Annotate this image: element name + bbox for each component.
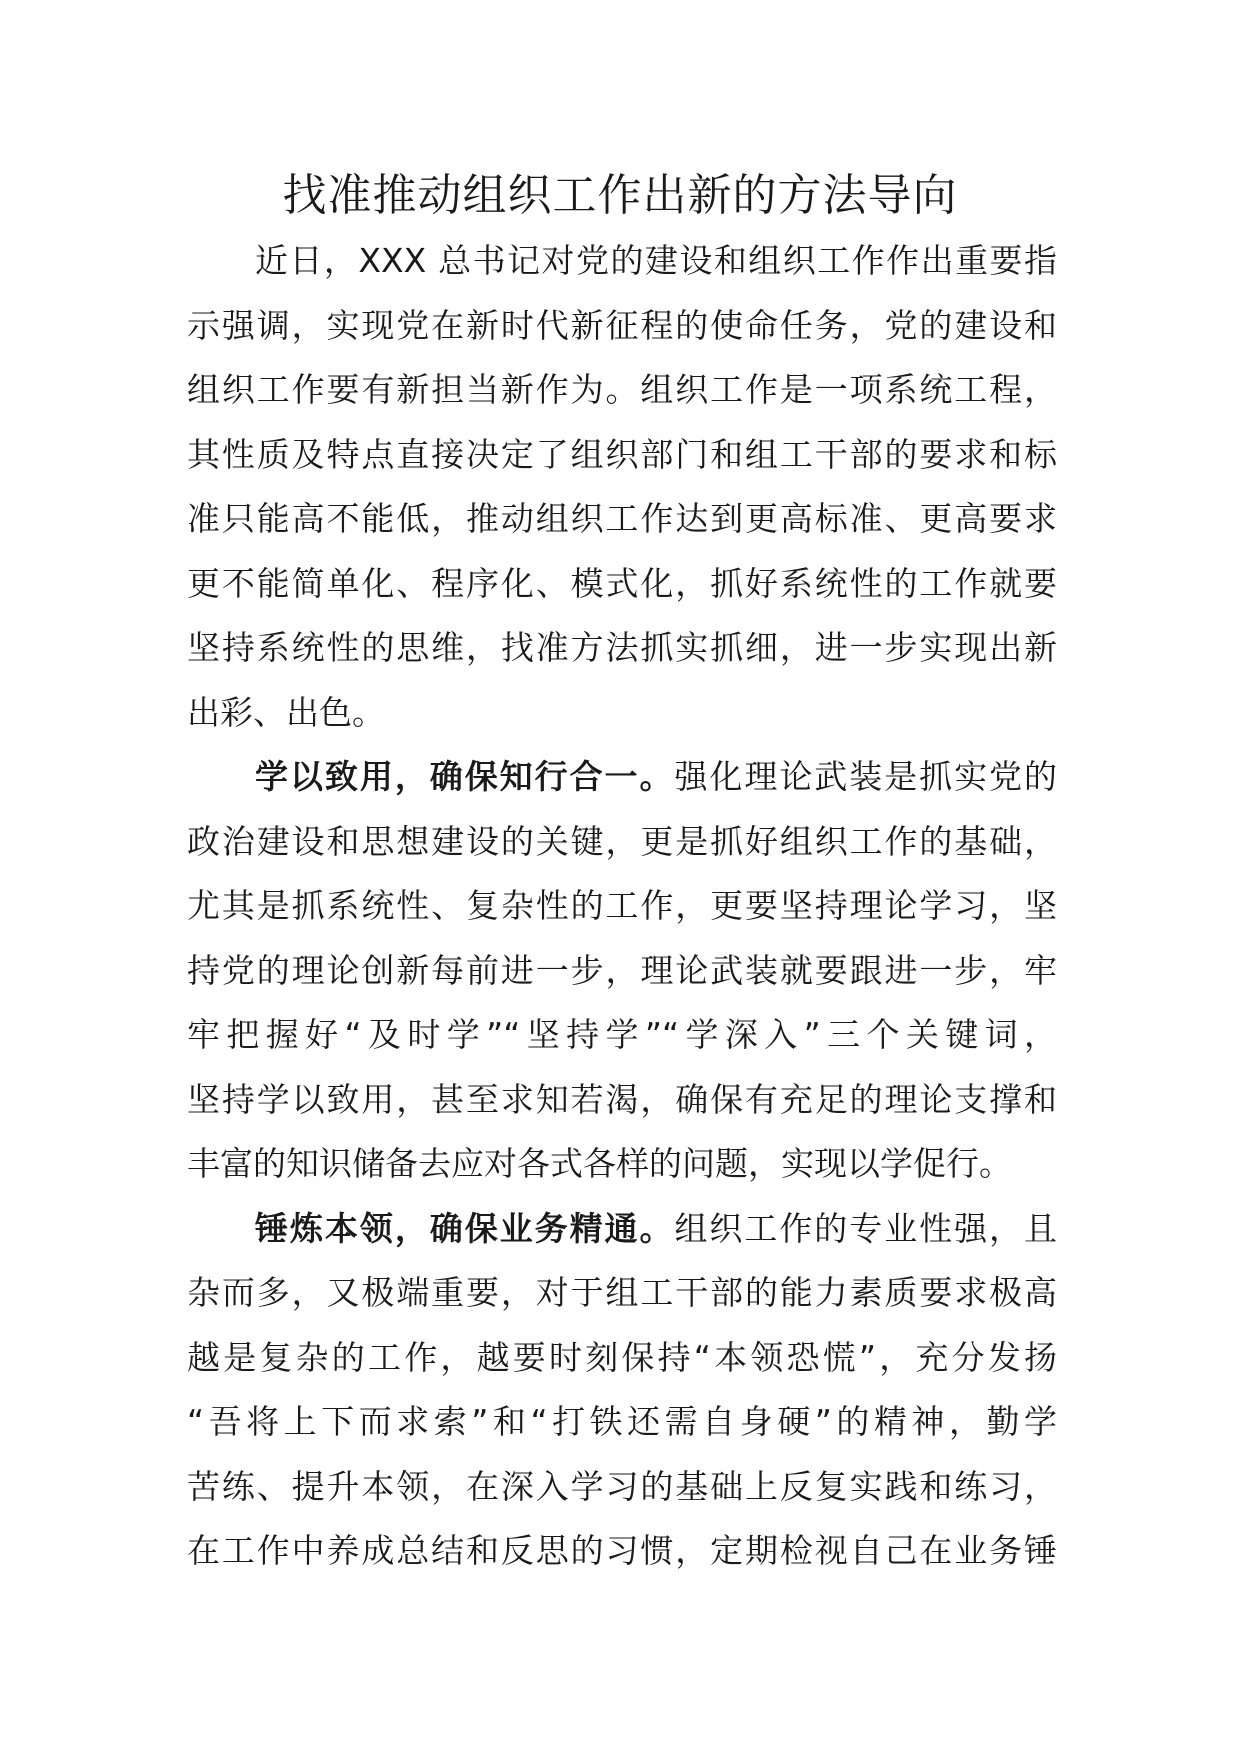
text-line: 近日，XXX 总书记对党的建设和组织工作作出重要指 bbox=[255, 241, 1057, 280]
text-line: 组织工作要有新担当新作为。组织工作是一项系统工程， bbox=[187, 370, 1057, 409]
text-line-rest: 强化理论武装是抓实党的 bbox=[674, 757, 1058, 796]
document-title: 找准推动组织工作出新的方法导向 bbox=[282, 170, 958, 221]
paragraph-lead: 学以致用，确保知行合一。 bbox=[255, 757, 675, 796]
paragraph-skills bbox=[187, 1197, 1057, 1584]
paragraph-lead: 锤炼本领，确保业务精通。 bbox=[255, 1208, 675, 1248]
text-line: 坚持学以致用，甚至求知若渴，确保有充足的理论支撑和 bbox=[187, 1079, 1057, 1119]
document-body bbox=[187, 229, 1057, 1584]
text-line: 政治建设和思想建设的关键，更是抓好组织工作的基础， bbox=[187, 821, 1057, 861]
text-line: 牢把握好“及时学”“坚持学”“学深入”三个关键词， bbox=[187, 1015, 1057, 1054]
text-line: 准只能高不能低，推动组织工作达到更高标准、更高要求 bbox=[187, 499, 1057, 538]
text-line: 示强调，实现党在新时代新征程的使命任务，党的建设和 bbox=[187, 305, 1057, 345]
text-line bbox=[187, 745, 1057, 810]
text-line: 苦练、提升本领，在深入学习的基础上反复实践和练习， bbox=[187, 1466, 1057, 1506]
text-line: “吾将上下而求索”和“打铁还需自身硬”的精神，勤学 bbox=[187, 1402, 1057, 1441]
text-line: 杂而多，又极端重要，对于组工干部的能力素质要求极高 bbox=[187, 1273, 1057, 1312]
text-line-rest: 组织工作的专业性强，且 bbox=[674, 1208, 1058, 1248]
text-line: 越是复杂的工作，越要时刻保持“本领恐慌”，充分发扬 bbox=[187, 1337, 1057, 1377]
text-line: 更不能简单化、程序化、模式化，抓好系统性的工作就要 bbox=[187, 563, 1057, 603]
text-line: 持党的理论创新每前进一步，理论武装就要跟进一步，牢 bbox=[187, 950, 1057, 990]
paragraph-intro bbox=[187, 229, 1057, 745]
text-line: 尤其是抓系统性、复杂性的工作，更要坚持理论学习，坚 bbox=[187, 886, 1057, 925]
text-line: 坚持系统性的思维，找准方法抓实抓细，进一步实现出新 bbox=[187, 628, 1057, 667]
paragraph-study bbox=[187, 745, 1057, 1197]
text-line: 丰富的知识储备去应对各式各样的问题，实现以学促行。 bbox=[187, 1144, 1012, 1183]
text-line: 其性质及特点直接决定了组织部门和组工干部的要求和标 bbox=[187, 434, 1057, 474]
text-line bbox=[187, 1197, 1057, 1262]
text-line: 出彩、出色。 bbox=[187, 692, 385, 732]
text-line: 在工作中养成总结和反思的习惯，定期检视自己在业务锤 bbox=[187, 1531, 1057, 1570]
